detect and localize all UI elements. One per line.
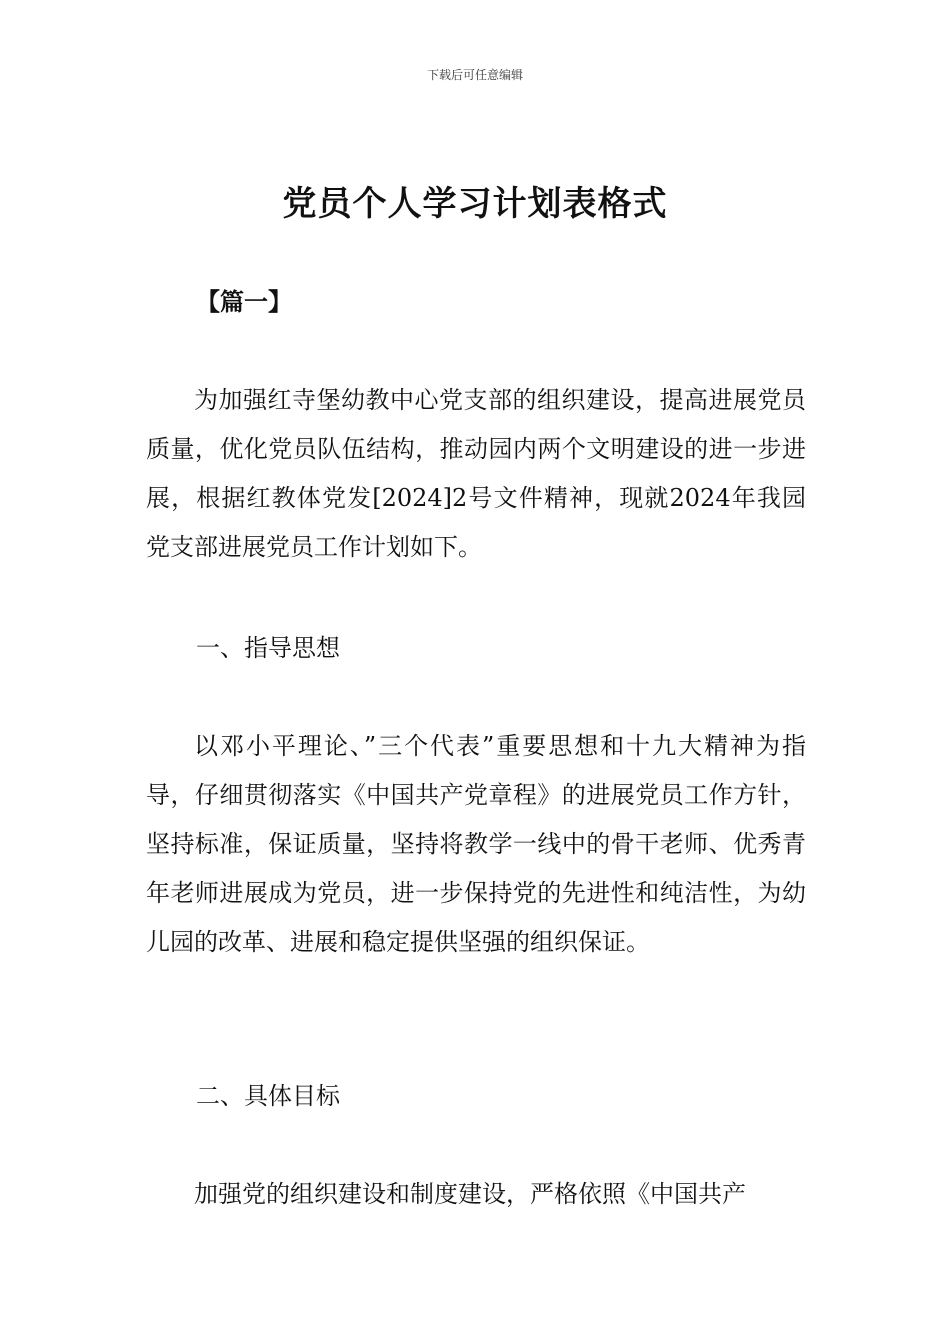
specific-goals-paragraph: 加强党的组织建设和制度建设，严格依照《中国共产 bbox=[194, 1180, 746, 1208]
header-note: 下载后可任意编辑 bbox=[426, 68, 523, 82]
guiding-ideology-paragraph: 以邓小平理论、”三个代表”重要思想和十九大精神为指导，仔细贯彻落实《中国共产党章程》的进展党员工作方针，坚持标准，保证质量，坚持将教学一线中的骨干老师、优秀青年老师进展成为党员，进一步保持党的先进性和纯洁性，为幼儿园的改革、进展和稳定提供坚强的组织保证。 bbox=[146, 732, 806, 956]
document-title: 党员个人学习计划表格式 bbox=[282, 184, 668, 224]
intro-paragraph: 为加强红寺堡幼教中心党支部的组织建设，提高进展党员质量，优化党员队伍结构，推动园内两个文明建设的进一步进展，根据红教体党发[2024]2号文件精神，现就2024年我园党支部进展党员工作计划如下。 bbox=[146, 386, 806, 561]
guiding-ideology-heading: 一、指导思想 bbox=[196, 634, 340, 662]
specific-goals-heading: 二、具体目标 bbox=[196, 1082, 340, 1110]
section-tag: 【篇一】 bbox=[196, 287, 292, 316]
